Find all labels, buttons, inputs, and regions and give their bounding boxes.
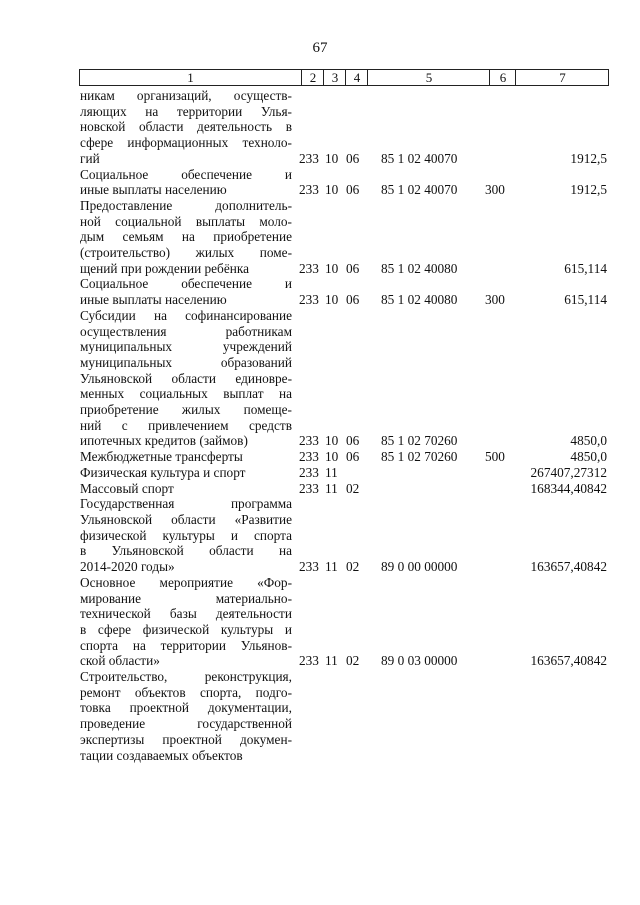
subsection-code: 06	[346, 150, 360, 166]
description-line: проведение государственной	[80, 716, 292, 732]
description-line: ной социальной выплаты моло-	[80, 213, 292, 229]
section-code: 11	[325, 653, 338, 669]
description-line: новской области деятельность в	[80, 119, 292, 135]
description-line: Социальное обеспечение и	[80, 166, 292, 182]
header-col-1: 1	[187, 70, 194, 85]
description-line: сфере информационных техноло-	[80, 135, 292, 151]
description-line: Предоставление дополнитель-	[80, 197, 292, 213]
target-article-code: 89 0 03 00000	[381, 653, 458, 669]
target-article-code: 85 1 02 40070	[381, 182, 458, 198]
admin-code: 233	[299, 559, 319, 575]
table-row	[80, 167, 610, 198]
description-line: иные выплаты населению	[80, 182, 227, 198]
table-body	[80, 88, 610, 763]
row-codes	[80, 261, 610, 277]
row-codes	[80, 481, 610, 497]
row-codes	[80, 433, 610, 449]
admin-code: 233	[299, 260, 319, 276]
description-line: иные выплаты населению	[80, 292, 227, 308]
amount: 168344,40842	[530, 480, 607, 496]
target-article-code: 85 1 02 70260	[381, 433, 458, 449]
header-col-5: 5	[367, 70, 490, 85]
row-description	[80, 308, 292, 449]
table-row	[80, 481, 610, 497]
target-article-code: 89 0 00 00000	[381, 559, 458, 575]
table-row	[80, 575, 610, 669]
amount: 1912,5	[570, 182, 607, 198]
header-col-4: 4	[345, 70, 368, 85]
description-line: в сфере физической культуры и	[80, 621, 292, 637]
description-line: Массовый спорт	[80, 480, 174, 496]
amount: 163657,40842	[530, 653, 607, 669]
amount: 267407,27312	[530, 464, 607, 480]
description-line: Ульяновской области единовре-	[80, 370, 292, 386]
description-line: в Ульяновской области на	[80, 543, 292, 559]
amount: 4850,0	[570, 433, 607, 449]
description-line: (строительство) жилых поме-	[80, 245, 292, 261]
description-line: 2014-2020 годы»	[80, 559, 175, 575]
subsection-code: 06	[346, 182, 360, 198]
description-line: ляющих на территории Улья-	[80, 103, 292, 119]
amount: 1912,5	[570, 150, 607, 166]
admin-code: 233	[299, 464, 319, 480]
row-codes	[80, 292, 610, 308]
description-line: муниципальных образований	[80, 354, 292, 370]
header-col-2: 2	[301, 70, 324, 85]
description-line: ний с привлечением средств	[80, 417, 292, 433]
row-codes	[80, 653, 610, 669]
subsection-code: 02	[346, 480, 360, 496]
description-line: мирование материально-	[80, 590, 292, 606]
section-code: 10	[325, 260, 339, 276]
admin-code: 233	[299, 292, 319, 308]
table-row	[80, 496, 610, 575]
description-line: щений при рождении ребёнка	[80, 260, 250, 276]
description-line: приобретение жилых помеще-	[80, 402, 292, 418]
description-line: осуществления работникам	[80, 323, 292, 339]
description-line: Строительство, реконструкция,	[80, 669, 292, 685]
expense-type-code: 300	[485, 182, 505, 198]
subsection-code: 02	[346, 559, 360, 575]
description-line: гий	[80, 150, 100, 166]
table-row	[80, 449, 610, 465]
table-row	[80, 669, 610, 763]
description-line: товка проектной документации,	[80, 700, 292, 716]
description-line: технической базы деятельности	[80, 606, 292, 622]
description-line: ской области»	[80, 653, 160, 669]
row-codes	[80, 182, 610, 198]
table-row	[80, 276, 610, 307]
description-line: ипотечных кредитов (займов)	[80, 433, 248, 449]
description-line: физической культуры и спорта	[80, 527, 292, 543]
row-codes	[80, 465, 610, 481]
description-line: Физическая культура и спорт	[80, 464, 246, 480]
section-code: 11	[325, 559, 338, 575]
page-number: 67	[312, 40, 328, 56]
description-line: муниципальных учреждений	[80, 339, 292, 355]
description-line: тации создаваемых объектов	[80, 747, 243, 763]
description-line: спорта на территории Ульянов-	[80, 637, 292, 653]
section-code: 10	[325, 292, 339, 308]
description-line: Государственная программа	[80, 496, 292, 512]
table-row	[80, 198, 610, 277]
amount: 615,114	[564, 292, 607, 308]
header-col-3: 3	[323, 70, 346, 85]
section-code: 10	[325, 449, 339, 465]
row-codes	[80, 449, 610, 465]
section-code: 10	[325, 182, 339, 198]
expense-type-code: 500	[485, 449, 505, 465]
subsection-code: 06	[346, 449, 360, 465]
row-codes	[80, 748, 610, 764]
description-line: менных социальных выплат на	[80, 386, 292, 402]
table-row	[80, 88, 610, 167]
subsection-code: 02	[346, 653, 360, 669]
description-line: Субсидии на софинансирование	[80, 307, 292, 323]
description-line: Социальное обеспечение и	[80, 276, 292, 292]
section-code: 10	[325, 150, 339, 166]
description-line: экспертизы проектной докумен-	[80, 731, 292, 747]
section-code: 11	[325, 480, 338, 496]
description-line: дым семьям на приобретение	[80, 229, 292, 245]
row-codes	[80, 151, 610, 167]
amount: 615,114	[564, 260, 607, 276]
description-line: никам организаций, осуществ-	[80, 88, 292, 103]
admin-code: 233	[299, 480, 319, 496]
row-codes	[80, 559, 610, 575]
expense-type-code: 300	[485, 292, 505, 308]
table-header	[79, 69, 609, 86]
admin-code: 233	[299, 449, 319, 465]
amount: 163657,40842	[530, 559, 607, 575]
target-article-code: 85 1 02 40070	[381, 150, 458, 166]
section-code: 10	[325, 433, 339, 449]
admin-code: 233	[299, 653, 319, 669]
section-code: 11	[325, 464, 338, 480]
description-line: Основное мероприятие «Фор-	[80, 574, 292, 590]
description-line: Межбюджетные трансферты	[80, 449, 243, 465]
header-col-6: 6	[489, 70, 516, 85]
subsection-code: 06	[346, 260, 360, 276]
header-col-7: 7	[515, 70, 609, 85]
table-row	[80, 465, 610, 481]
description-line: ремонт объектов спорта, подго-	[80, 684, 292, 700]
subsection-code: 06	[346, 433, 360, 449]
subsection-code: 06	[346, 292, 360, 308]
target-article-code: 85 1 02 70260	[381, 449, 458, 465]
target-article-code: 85 1 02 40080	[381, 260, 458, 276]
table-row	[80, 308, 610, 449]
admin-code: 233	[299, 433, 319, 449]
admin-code: 233	[299, 182, 319, 198]
description-line: Ульяновской области «Развитие	[80, 511, 292, 527]
admin-code: 233	[299, 150, 319, 166]
target-article-code: 85 1 02 40080	[381, 292, 458, 308]
amount: 4850,0	[570, 449, 607, 465]
